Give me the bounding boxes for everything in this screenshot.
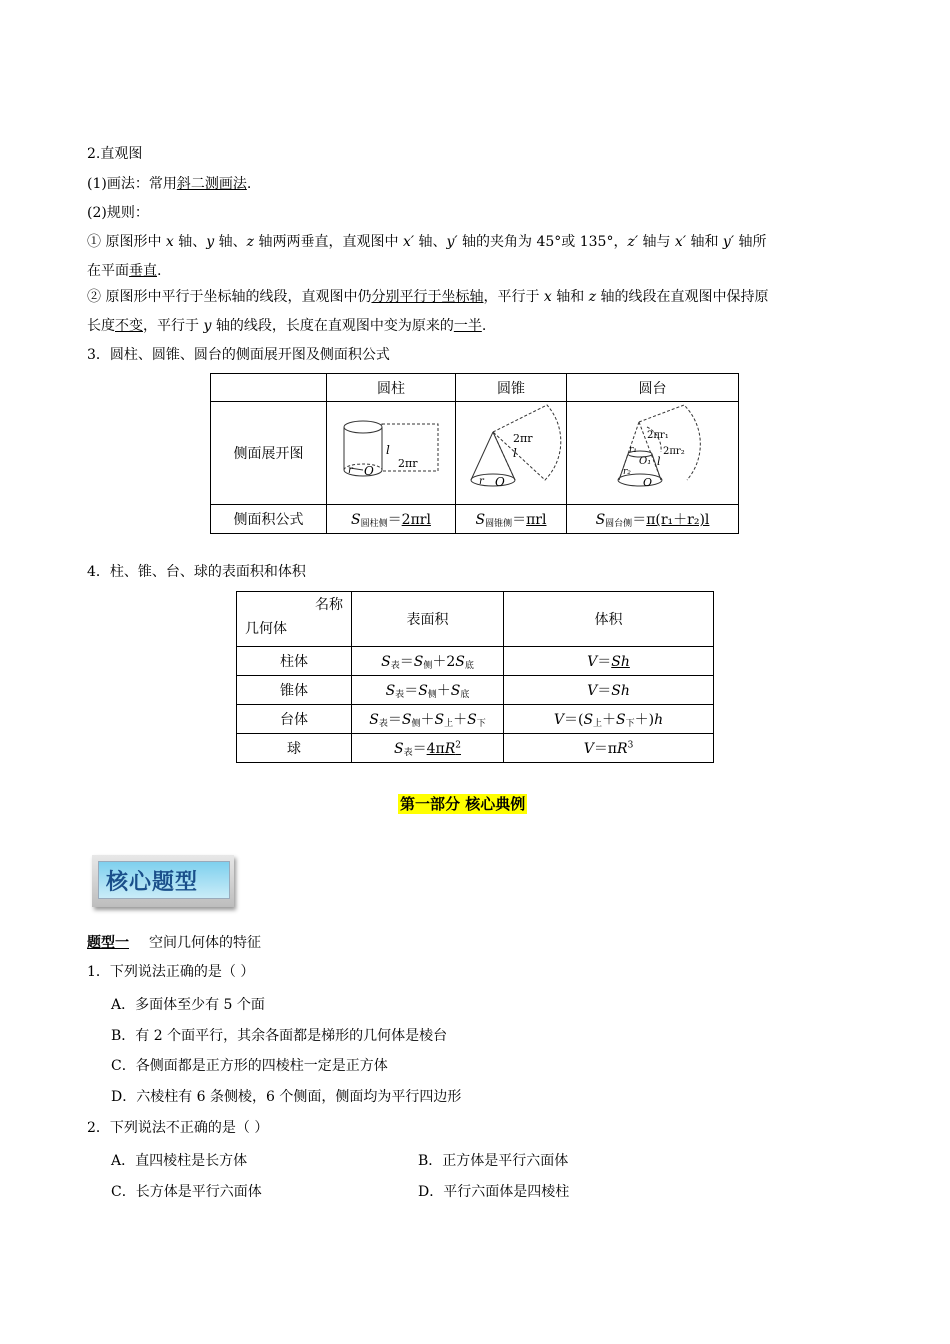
q1-option-b[interactable]: B．有 2 个面平行，其余各面都是梯形的几何体是棱台: [111, 1028, 448, 1044]
q2-stem: 2．下列说法不正确的是（ ）: [87, 1120, 269, 1136]
row-volume: V＝Sh: [504, 676, 714, 705]
cylinder-figure-cell: [327, 402, 456, 505]
col-frustum: 圆台: [567, 374, 739, 402]
formula-cone: $S_{圆锥侧}=\pi rl$: [456, 505, 567, 534]
row-surface: $S_表=4\pi R^2$: [352, 734, 504, 763]
lateral-area-table: [210, 373, 739, 534]
label-2pir: 2πr: [398, 457, 418, 470]
row-name: 锥体: [237, 676, 352, 705]
label-l: l: [513, 446, 517, 460]
surface-volume-table: [236, 591, 714, 763]
corner-cell: [211, 374, 327, 402]
row-name: 台体: [237, 705, 352, 734]
label-r: r: [348, 465, 353, 476]
rules-title: (2)规则：: [87, 205, 149, 221]
q2-option-a[interactable]: A．直四棱柱是长方体: [111, 1153, 248, 1169]
drawing-method-line: (1)画法：常用斜二测画法.: [87, 176, 252, 192]
formula-frustum: $S_{圆台侧}=\pi(r_1+r_2)l$: [567, 505, 739, 534]
label-O1: O₁: [638, 456, 651, 467]
frustum-unfold-figure: [569, 402, 737, 500]
part-title: 第一部分 核心典例: [400, 795, 526, 813]
q1-option-c[interactable]: C．各侧面都是正方形的四棱柱一定是正方体: [111, 1058, 388, 1074]
label-2pir: 2πr: [513, 432, 533, 445]
col-cylinder: 圆柱: [327, 374, 456, 402]
header-volume: 体积: [504, 592, 714, 647]
section-4-title: 4．柱、锥、台、球的表面积和体积: [87, 564, 306, 580]
q2-option-d[interactable]: D．平行六面体是四棱柱: [418, 1184, 570, 1200]
cylinder-unfold-figure: [328, 402, 454, 500]
row-volume: $V=(S_上+S_下+)h$: [504, 705, 714, 734]
label-O: O: [364, 464, 374, 478]
q1-stem: 1．下列说法正确的是（ ）: [87, 964, 255, 980]
label-O: O: [495, 475, 505, 489]
header-surface: 表面积: [352, 592, 504, 647]
core-question-banner: [92, 855, 234, 907]
cone-unfold-figure: [457, 402, 565, 500]
header-corner: 名称 几何体: [237, 592, 352, 647]
row-surface: $S_表=S_侧+S_底$: [352, 676, 504, 705]
cone-figure-cell: [456, 402, 567, 505]
row-unfold-label: 侧面展开图: [211, 402, 327, 505]
formula-cylinder: $S_{圆柱侧}=2\pi rl$: [327, 505, 456, 534]
row-surface: $S_表=S_侧+2S_底$: [352, 647, 504, 676]
rule1-line2: 在平面垂直.: [87, 263, 162, 279]
label-l: l: [386, 443, 390, 457]
row-volume: $V=\pi R^3$: [504, 734, 714, 763]
label-O: O: [642, 476, 652, 489]
q1-option-d[interactable]: D．六棱柱有 6 条侧棱，6 个侧面，侧面均为平行四边形: [111, 1089, 462, 1105]
label-l: l: [656, 455, 661, 468]
q1-option-a[interactable]: A．多面体至少有 5 个面: [111, 997, 265, 1013]
col-cone: 圆锥: [456, 374, 567, 402]
row-volume: V＝Sh: [504, 647, 714, 676]
q2-option-c[interactable]: C．长方体是平行六面体: [111, 1184, 262, 1200]
label-r: r: [479, 476, 484, 487]
row-name: 球: [237, 734, 352, 763]
q2-option-b[interactable]: B．正方体是平行六面体: [418, 1153, 569, 1169]
row-name: 柱体: [237, 647, 352, 676]
rule2-line1: ② 原图形中平行于坐标轴的线段，直观图中仍分别平行于坐标轴，平行于 x 轴和 z 轴的线段在直观图中保持原: [87, 289, 769, 305]
banner-text: 核心题型: [106, 870, 199, 895]
row-surface: $S_表=S_侧+S_上+S_下$: [352, 705, 504, 734]
label-r2: r₂: [622, 467, 631, 477]
section-3-title: 3．圆柱、圆锥、圆台的侧面展开图及侧面积公式: [87, 347, 390, 363]
rule2-line2: 长度不变，平行于 y 轴的线段，长度在直观图中变为原来的一半.: [87, 318, 487, 334]
section-2-title: 2.直观图: [87, 146, 143, 162]
label-2pir2: 2πr₂: [662, 446, 685, 457]
rule1-line1: ① 原图形中 x 轴、y 轴、z 轴两两垂直，直观图中 x′ 轴、y′ 轴的夹角为 45°或 135°，z′ 轴与 x′ 轴和 y′ 轴所: [87, 234, 767, 250]
row-formula-label: 侧面积公式: [211, 505, 327, 534]
table-data-text: [0, 0, 1, 1]
drawing-method: 斜二测画法: [176, 176, 247, 192]
label-2pir1: 2πr₁: [646, 430, 669, 441]
frustum-figure-cell: [567, 402, 739, 505]
type1-heading: 题型一 空间几何体的特征: [87, 935, 261, 951]
label-r1: r₁: [628, 445, 637, 455]
